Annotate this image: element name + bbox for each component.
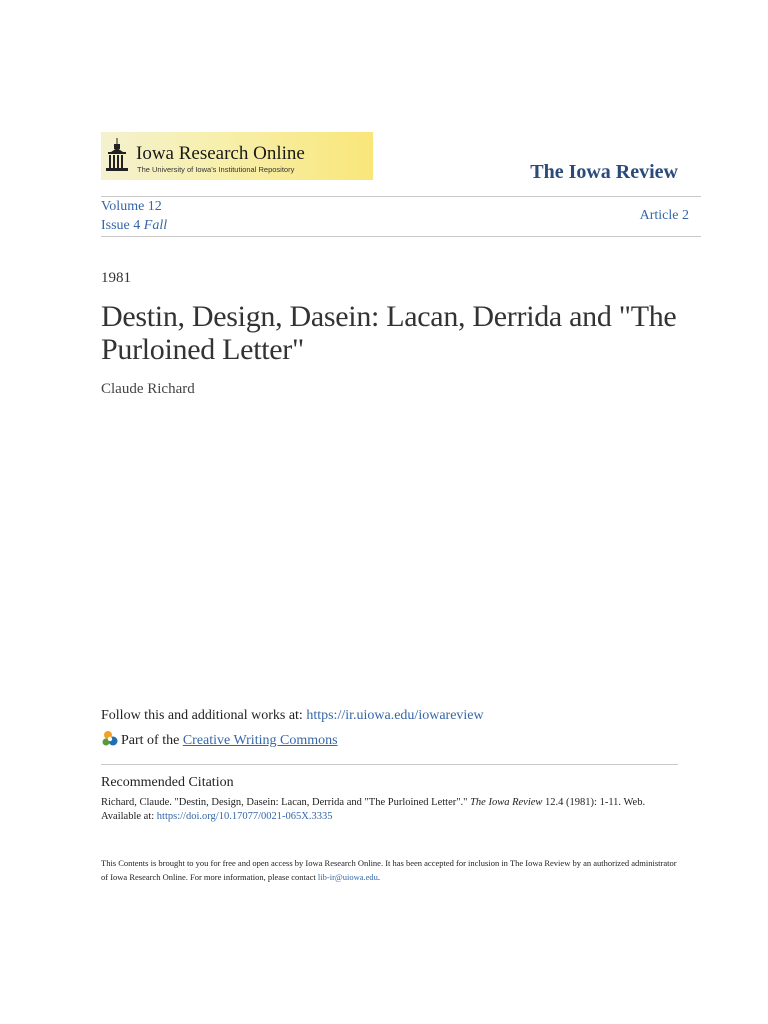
citation-heading: Recommended Citation (101, 775, 234, 790)
repository-title[interactable]: Iowa Research Online (136, 143, 305, 164)
citation-body: Richard, Claude. "Destin, Design, Dasein: Lacan, Derrida and "The Purloined Letter"." (101, 797, 468, 808)
divider (101, 764, 678, 765)
volume-link[interactable]: Volume 12 (101, 199, 162, 214)
notice-end: . (377, 871, 381, 882)
available-label: Available at: (101, 810, 155, 822)
access-notice (101, 857, 681, 884)
citation-details: 12.4 (1981): 1-11. Web. (545, 797, 646, 808)
commons-network-icon (101, 730, 119, 748)
old-capitol-logo-icon (104, 137, 130, 175)
contact-email-link[interactable]: lib-ir@uiowa.edu (317, 871, 378, 882)
issue-link[interactable] (101, 217, 167, 235)
part-of-line (101, 730, 338, 750)
notice-text: This Contents is brought to you for free and open access by Iowa Research Online. It has been accepted for inclusion in The Iowa Review by an authorized administrator of Iowa Research Online. For more information, please contact (101, 858, 677, 882)
article-link[interactable]: Article 2 (639, 208, 689, 223)
repository-subtitle: The University of Iowa's Institutional Repository (137, 165, 295, 174)
publication-year: 1981 (101, 270, 131, 286)
citation-journal: The Iowa Review (470, 797, 543, 808)
issue-season: Fall (143, 218, 168, 233)
citation-text (101, 796, 681, 823)
follow-line (101, 707, 484, 725)
follow-label: Follow this and additional works at: (101, 708, 303, 723)
article-title: Destin, Design, Dasein: Lacan, Derrida and "The Purloined Letter" (101, 300, 677, 366)
divider (101, 236, 701, 237)
author-name: Claude Richard (101, 381, 195, 397)
commons-link[interactable]: Creative Writing Commons (182, 733, 338, 748)
part-of-label: Part of the (121, 733, 180, 748)
issue-number: Issue 4 (101, 218, 141, 233)
doi-link[interactable]: https://doi.org/10.17077/0021-065X.3335 (156, 810, 333, 822)
journal-link[interactable]: The Iowa Review (530, 161, 678, 183)
divider (101, 196, 701, 197)
follow-url-link[interactable]: https://ir.uiowa.edu/iowareview (306, 708, 484, 723)
